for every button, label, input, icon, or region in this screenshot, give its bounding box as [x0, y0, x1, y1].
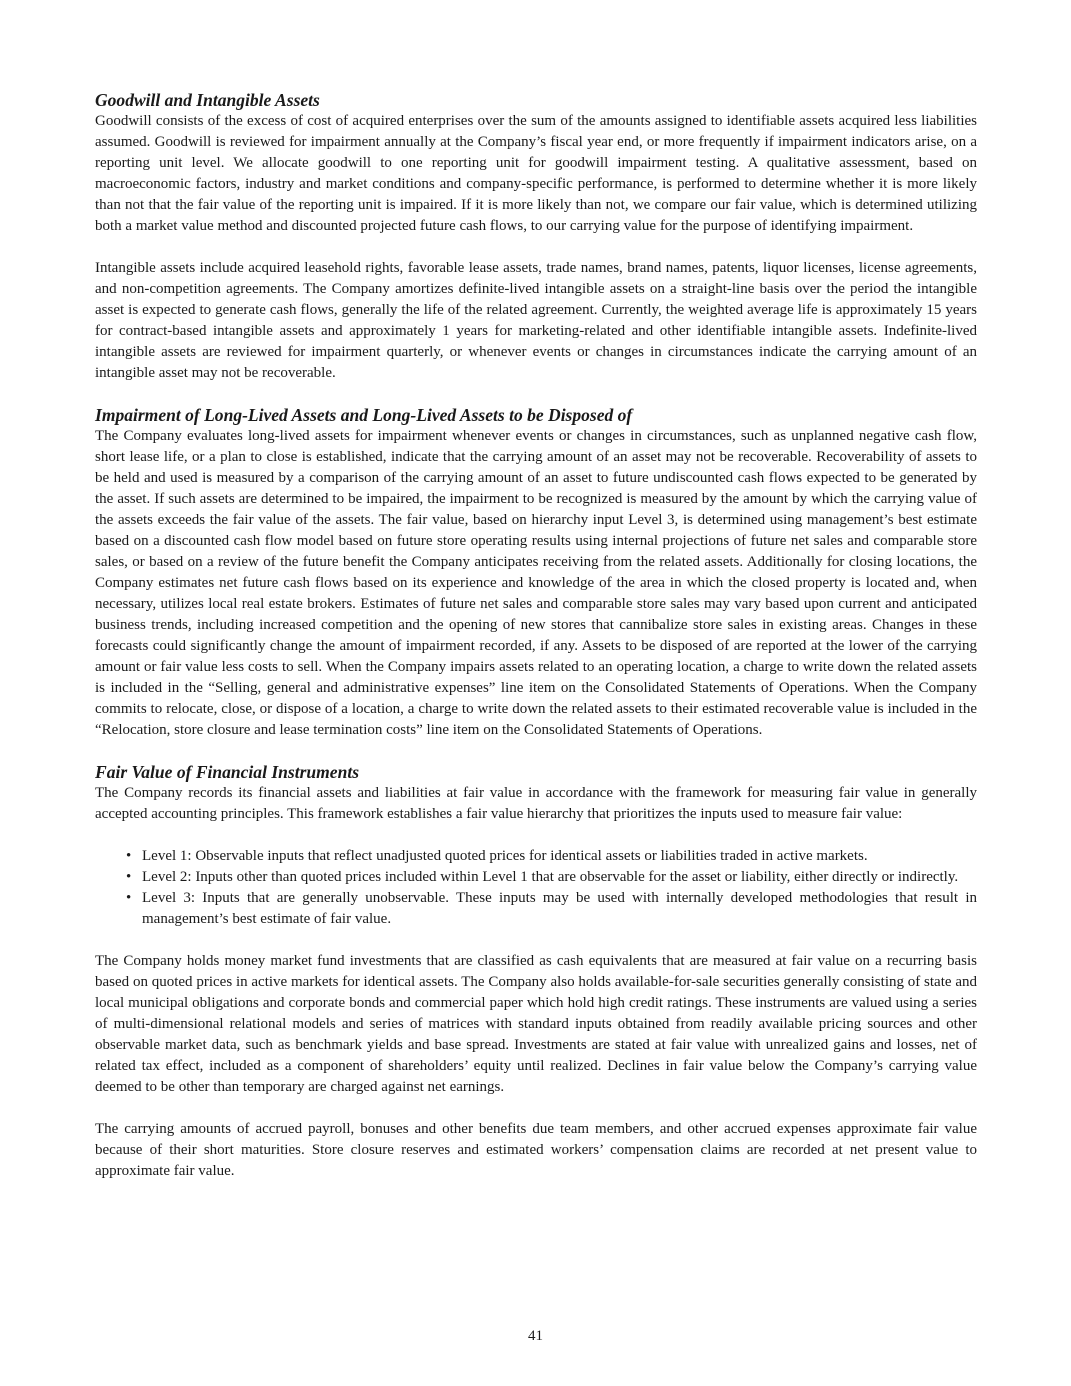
section-title-fair-value: Fair Value of Financial Instruments — [95, 762, 360, 782]
page-number: 41 — [528, 1328, 543, 1344]
list-item-text: Level 2: Inputs other than quoted prices included within Level 1 that are observable for the asset or liability, either directly or indirectly. — [142, 869, 959, 885]
paragraph-money-market: The Company holds money market fund investments that are classified as cash equivalents that are measured at fair value on a recurring basis based on quoted prices in active markets for identical assets. The Company also holds available-for-sale securities generally consisting of state and local municipal obligations and corporate bonds and commercial paper which hold high credit ratings. These instruments are valued using a series of multi-dimensional relational models and series of matrices with standard inputs obtained from readily available pricing sources and other observable market data, such as benchmark yields and base spread. Investments are stated at fair value with unrealized gains and losses, net of related tax effect, included as a component of shareholders’ equity until realized. Declines in fair value below the Company’s carrying value deemed to be other than temporary are charged against net earnings. — [95, 953, 977, 1095]
document-page — [95, 90, 977, 1182]
section-title-goodwill: Goodwill and Intangible Assets — [95, 90, 320, 110]
fair-value-hierarchy-list — [95, 846, 977, 930]
bullet-icon: • — [126, 848, 132, 864]
list-item-text: Level 1: Observable inputs that reflect unadjusted quoted prices for identical assets or liabilities traded in active markets. — [142, 848, 868, 864]
list-item-level-3 — [95, 888, 977, 930]
paragraph-carrying-amounts: The carrying amounts of accrued payroll, bonuses and other benefits due team members, and other accrued expenses approximate fair value because of their short maturities. Store closure reserves and estimated workers’ compensation claims are recorded at net present value to approximate fair value. — [95, 1121, 977, 1179]
list-item-level-1 — [95, 846, 977, 867]
bullet-icon: • — [126, 869, 132, 885]
paragraph-intangible-assets: Intangible assets include acquired leasehold rights, favorable lease assets, trade names, brand names, patents, liquor licenses, license agreements, and non-competition agreements. The Company amortizes definite-lived intangible assets on a straight-line basis over the period the intangible asset is expected to generate cash flows, generally the life of the related agreement. Currently, the weighted average life is approximately 15 years for contract-based intangible assets and approximately 1 years for marketing-related and other identifiable intangible assets. Indefinite-lived intangible assets are reviewed for impairment quarterly, or whenever events or changes in circumstances indicate the carrying amount of an intangible asset may not be recoverable. — [95, 260, 977, 381]
paragraph-goodwill: Goodwill consists of the excess of cost of acquired enterprises over the sum of the amounts assigned to identifiable assets acquired less liabilities assumed. Goodwill is reviewed for impairment annually at the Company’s fiscal year end, or more frequently if impairment indicators arise, on a reporting unit level. We allocate goodwill to one reporting unit for goodwill impairment testing. A qualitative assessment, based on macroeconomic factors, industry and market conditions and company-specific performance, is performed to determine whether it is more likely than not that the fair value of the reporting unit is impaired. If it is more likely than not, we compare our fair value, which is determined utilizing both a market value method and discounted projected future cash flows, to our carrying value for the purpose of identifying impairment. — [95, 113, 977, 234]
list-item-text: Level 3: Inputs that are generally unobservable. These inputs may be used with internally developed methodologies that result in management’s best estimate of fair value. — [142, 890, 977, 927]
bullet-icon: • — [126, 890, 132, 906]
list-item-level-2 — [95, 867, 977, 888]
paragraph-fair-value-intro: The Company records its financial assets and liabilities at fair value in accordance with the framework for measuring fair value in generally accepted accounting principles. This framework establishes a fair value hierarchy that prioritizes the inputs used to measure fair value: — [95, 785, 977, 822]
paragraph-impairment: The Company evaluates long-lived assets for impairment whenever events or changes in circumstances, such as unplanned negative cash flow, short lease life, or a plan to close is established, indicate that the carrying amount of an asset may not be recoverable. Recoverability of assets to be held and used is measured by a comparison of the carrying amount of an asset to future undiscounted cash flows expected to be generated by the asset. If such assets are determined to be impaired, the impairment to be recognized is measured by the amount by which the carrying value of the assets exceeds the fair value of the assets. The fair value, based on hierarchy input Level 3, is determined using management’s best estimate based on a discounted cash flow model based on future store operating results using internal projections of future net sales and comparable store sales, or based on a review of the future benefit the Company anticipates receiving from the related assets. Additionally for closing locations, the Company estimates net future cash flows based on its experience and knowledge of the area in which the closed property is located and, when necessary, utilizes local real estate brokers. Estimates of future net sales and comparable store sales may vary based upon current and anticipated business trends, including increased competition and the opening of new stores that cannibalize store sales in existing areas. Changes in these forecasts could significantly change the amount of impairment recorded, if any. Assets to be disposed of are reported at the lower of the carrying amount or fair value less costs to sell. When the Company impairs assets related to an operating location, a charge to write down the related assets is included in the “Selling, general and administrative expenses” line item on the Consolidated Statements of Operations. When the Company commits to relocate, close, or dispose of a location, a charge to write down the related assets to their estimated recoverable value is included in the “Relocation, store closure and lease termination costs” line item on the Consolidated Statements of Operations. — [95, 428, 977, 738]
section-title-impairment: Impairment of Long-Lived Assets and Long-Lived Assets to be Disposed of — [95, 405, 633, 425]
